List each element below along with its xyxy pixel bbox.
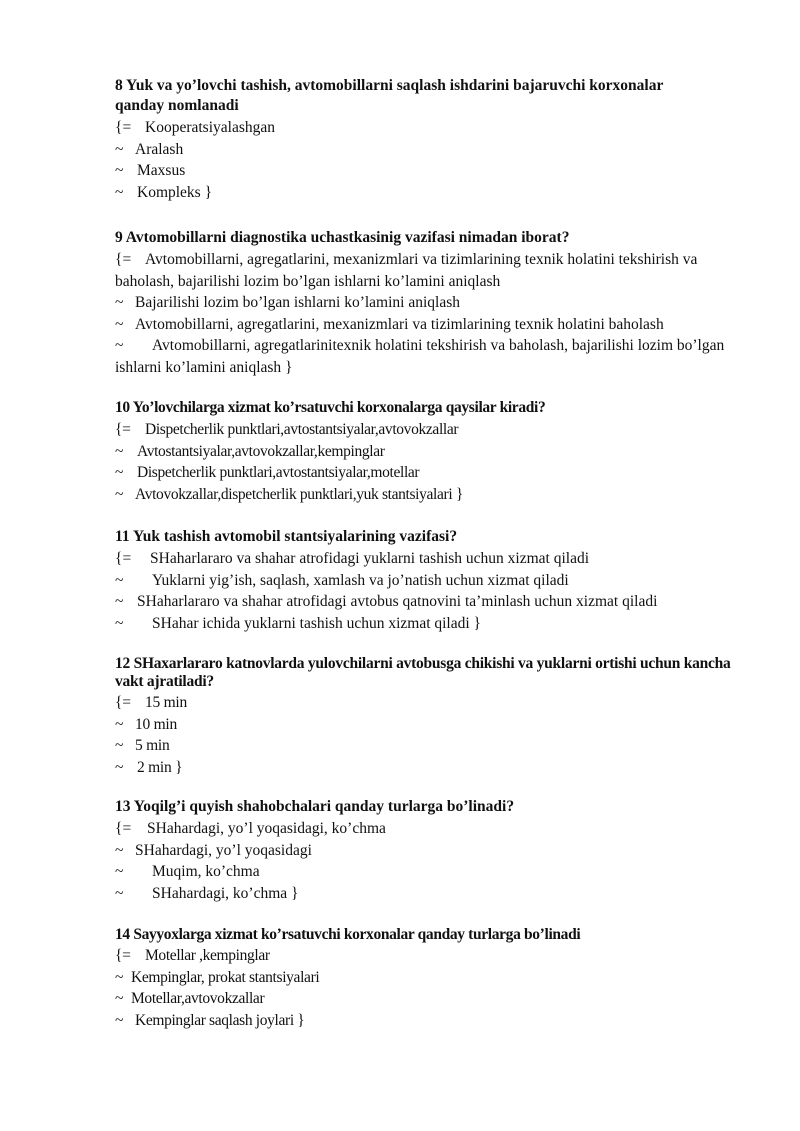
option-wrong	[115, 613, 740, 635]
option-marker: ~	[115, 183, 124, 201]
option-marker: ~	[115, 593, 124, 610]
option-correct	[115, 548, 740, 570]
question-11	[115, 527, 740, 634]
option-text: 10 min	[135, 715, 177, 733]
option-correct	[115, 818, 740, 840]
option-marker: ~	[115, 968, 124, 986]
option-wrong	[115, 735, 740, 757]
option-wrong	[115, 139, 740, 161]
option-correct	[115, 249, 740, 292]
option-marker: ~	[115, 315, 124, 333]
option-marker: ~	[115, 485, 124, 503]
option-marker: ~	[115, 294, 124, 311]
option-wrong	[115, 182, 740, 204]
option-wrong	[115, 714, 740, 736]
option-text: SHaharlararo va shahar atrofidagi yuklarni tashish uchun xizmat qiladi	[150, 550, 590, 567]
option-wrong	[115, 570, 740, 592]
option-wrong	[115, 292, 740, 314]
option-text: SHahardagi, ko’chma }	[152, 884, 299, 902]
option-text: Kempinglar saqlash joylari }	[135, 1011, 305, 1029]
option-marker: ~	[115, 140, 124, 158]
question-title: 11 Yuk tashish avtomobil stantsiyalarining vazifasi?	[115, 528, 458, 545]
question-title: 9 Avtomobillarni diagnostika uchastkasinig vazifasi nimadan iborat?	[115, 229, 570, 246]
option-marker: {=	[115, 947, 131, 964]
option-marker: ~	[115, 884, 124, 902]
option-marker: ~	[115, 571, 124, 589]
option-marker: ~	[115, 863, 124, 880]
question-9	[115, 228, 740, 378]
option-text: Dispetcherlik punktlari,avtostantsiyalar,motellar	[137, 464, 420, 481]
option-wrong	[115, 840, 740, 862]
option-marker: ~	[115, 841, 124, 859]
option-wrong	[115, 967, 740, 989]
option-text: Kooperatsiyalashgan	[145, 119, 275, 136]
option-text: Dispetcherlik punktlari,avtostantsiyalar,avtovokzallar	[145, 421, 459, 438]
option-marker: {=	[115, 119, 132, 136]
option-text: Muqim, ko’chma	[152, 863, 260, 880]
option-wrong	[115, 484, 740, 506]
option-marker: ~	[115, 737, 124, 754]
option-wrong	[115, 335, 740, 378]
option-marker: ~	[115, 715, 124, 733]
question-title: 10 Yo’lovchilarga xizmat ko’rsatuvchi korxonalarga qaysilar kiradi?	[115, 399, 546, 416]
option-marker: ~	[115, 614, 124, 632]
option-correct	[115, 419, 740, 441]
option-correct	[115, 117, 740, 139]
option-wrong	[115, 160, 740, 182]
option-marker: ~	[115, 337, 124, 354]
option-wrong	[115, 441, 740, 463]
option-text: Avtostantsiyalar,avtovokzallar,kempinglar	[137, 442, 385, 460]
option-wrong	[115, 591, 740, 613]
option-text: Aralash	[135, 140, 184, 158]
option-text: Yuklarni yig’ish, saqlash, xamlash va jo’natish uchun xizmat qiladi	[152, 571, 569, 589]
option-marker: ~	[115, 990, 124, 1007]
option-marker: ~	[115, 162, 124, 179]
option-text: SHahar ichida yuklarni tashish uchun xizmat qiladi }	[152, 614, 481, 632]
option-text: Avtomobillarni, agregatlarini, mexanizmlari va tizimlarining texnik holatini tekshirish va baholash, bajarilishi lozim bo’lgan ishlarni ko’lamini aniqlash	[115, 251, 698, 290]
option-text: Bajarilishi lozim bo’lgan ishlarni ko’lamini aniqlash	[135, 294, 461, 311]
option-text: 2 min }	[137, 758, 183, 776]
option-marker: {=	[115, 251, 132, 268]
option-wrong	[115, 883, 740, 905]
option-marker: {=	[115, 421, 131, 438]
option-text: SHahardagi, yo’l yoqasidagi, ko’chma	[147, 820, 386, 837]
question-title: 8 Yuk va yo’lovchi tashish, avtomobillarni saqlash ishdarini bajaruvchi korxonalar qanday nomlanadi	[115, 77, 664, 114]
option-text: Kempinglar, prokat stantsiyalari	[131, 968, 320, 986]
option-text: 5 min	[135, 737, 170, 754]
question-13	[115, 797, 740, 904]
question-title: 14 Sayyoxlarga xizmat ko’rsatuvchi korxonalar qanday turlarga bo’linadi	[115, 926, 581, 943]
option-marker: {=	[115, 694, 131, 711]
option-marker: {=	[115, 820, 132, 837]
option-text: SHahardagi, yo’l yoqasidagi	[135, 841, 312, 859]
option-text: Motellar ,kempinglar	[145, 947, 270, 964]
option-wrong	[115, 462, 740, 484]
option-marker: ~	[115, 442, 124, 460]
option-correct	[115, 692, 740, 714]
question-12	[115, 655, 740, 778]
question-8	[115, 76, 740, 203]
option-wrong	[115, 757, 740, 779]
option-marker: ~	[115, 464, 124, 481]
question-title: 13 Yoqilg’i quyish shahobchalari qanday turlarga bo’linadi?	[115, 798, 515, 815]
option-text: Avtomobillarni, agregatlarinitexnik holatini tekshirish va baholash, bajarilishi lozim bo’lgan ishlarni ko’lamini aniqlash }	[115, 337, 725, 376]
option-text: Kompleks }	[137, 183, 213, 201]
option-text: Maxsus	[137, 162, 186, 179]
option-text: Avtomobillarni, agregatlarini, mexanizmlari va tizimlarining texnik holatini baholash	[135, 315, 664, 333]
option-wrong	[115, 314, 740, 336]
option-marker: {=	[115, 550, 132, 567]
option-text: Motellar,avtovokzallar	[131, 990, 265, 1007]
option-wrong	[115, 861, 740, 883]
option-text: Avtovokzallar,dispetcherlik punktlari,yuk stantsiyalari }	[135, 485, 463, 503]
option-text: SHaharlararo va shahar atrofidagi avtobus qatnovini ta’minlash uchun xizmat qiladi	[137, 593, 658, 610]
option-marker: ~	[115, 1011, 124, 1029]
option-wrong	[115, 988, 740, 1010]
option-correct	[115, 945, 740, 967]
option-text: 15 min	[145, 694, 187, 711]
option-marker: ~	[115, 758, 124, 776]
question-14	[115, 926, 740, 1031]
question-title: 12 SHaxarlararo katnovlarda yulovchilarni avtobusga chikishi va yuklarni ortishi uchun kancha vakt ajratiladi?	[115, 655, 731, 690]
option-wrong	[115, 1010, 740, 1032]
question-10	[115, 398, 740, 505]
